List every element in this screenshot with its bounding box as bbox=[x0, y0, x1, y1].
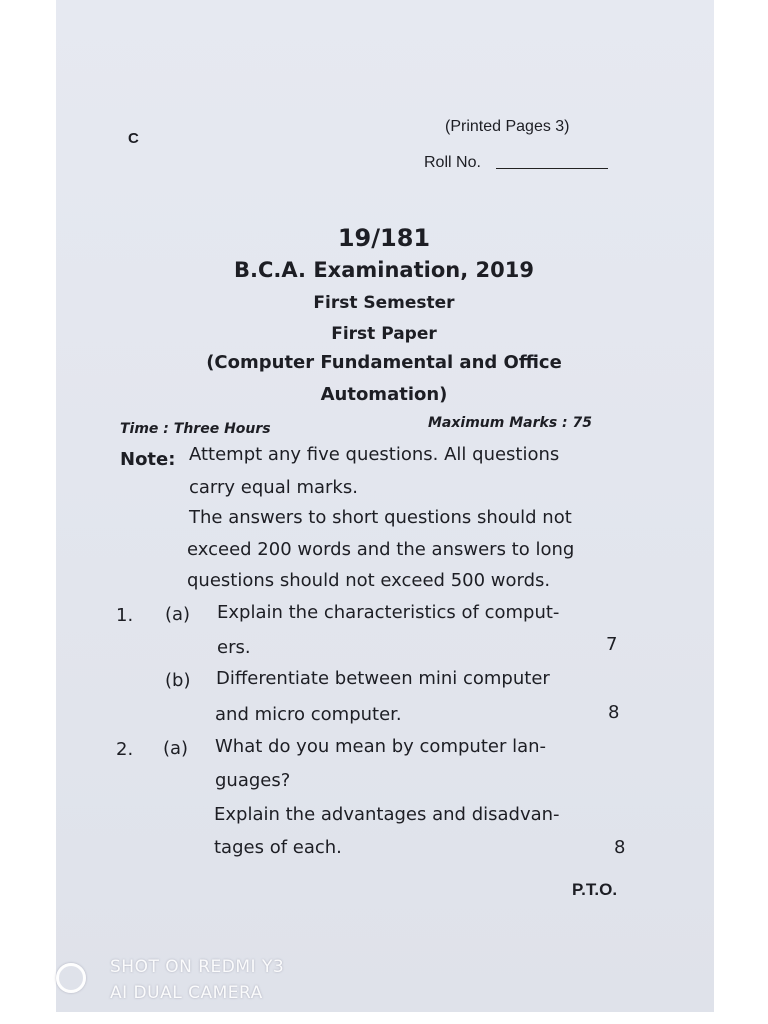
semester: First Semester bbox=[313, 293, 455, 313]
question-2a-text: What do you mean by computer lan- bbox=[215, 736, 547, 757]
paper-number: First Paper bbox=[331, 324, 437, 344]
question-1a-text: ers. bbox=[217, 637, 251, 658]
question-2-number: 2. bbox=[116, 739, 134, 760]
please-turn-over: P.T.O. bbox=[572, 880, 618, 899]
subject-line-1: (Computer Fundamental and Office bbox=[206, 352, 562, 373]
camera-ring-icon bbox=[56, 963, 86, 993]
question-2a-text: tages of each. bbox=[214, 837, 342, 858]
set-code: C bbox=[128, 130, 139, 147]
question-1b-text: and micro computer. bbox=[215, 704, 402, 725]
note-label: Note: bbox=[120, 449, 176, 470]
question-1-number: 1. bbox=[116, 605, 134, 626]
question-1a-marks: 7 bbox=[606, 634, 618, 655]
printed-pages: (Printed Pages 3) bbox=[445, 118, 570, 135]
paper-code: 19/181 bbox=[337, 224, 431, 252]
note-line: The answers to short questions should not bbox=[189, 507, 572, 528]
question-1a-text: Explain the characteristics of comput- bbox=[217, 602, 560, 623]
exam-duration: Time : Three Hours bbox=[120, 421, 271, 437]
question-2a-text: Explain the advantages and disadvan- bbox=[214, 804, 560, 825]
subject-line-2: Automation) bbox=[320, 384, 448, 405]
note-line: carry equal marks. bbox=[189, 477, 358, 498]
camera-watermark-line-1: SHOT ON REDMI Y3 bbox=[110, 957, 285, 977]
exam-title: B.C.A. Examination, 2019 bbox=[234, 258, 534, 282]
question-1b-marks: 8 bbox=[608, 702, 620, 723]
question-1b-text: Differentiate between mini computer bbox=[216, 668, 550, 689]
note-line: questions should not exceed 500 words. bbox=[187, 570, 551, 591]
roll-number-label: Roll No. bbox=[424, 154, 481, 171]
note-line: exceed 200 words and the answers to long bbox=[187, 539, 575, 560]
camera-watermark-line-2: AI DUAL CAMERA bbox=[110, 983, 263, 1003]
question-1a-label: (a) bbox=[165, 604, 191, 625]
question-2a-text: guages? bbox=[215, 770, 291, 791]
note-line: Attempt any five questions. All questions bbox=[189, 444, 560, 465]
question-2a-label: (a) bbox=[163, 738, 189, 759]
question-1b-label: (b) bbox=[165, 670, 191, 691]
question-2a-marks: 8 bbox=[614, 837, 626, 858]
exam-paper-sheet bbox=[56, 0, 714, 1012]
roll-number-blank-line bbox=[496, 168, 608, 169]
maximum-marks: Maximum Marks : 75 bbox=[428, 415, 592, 431]
